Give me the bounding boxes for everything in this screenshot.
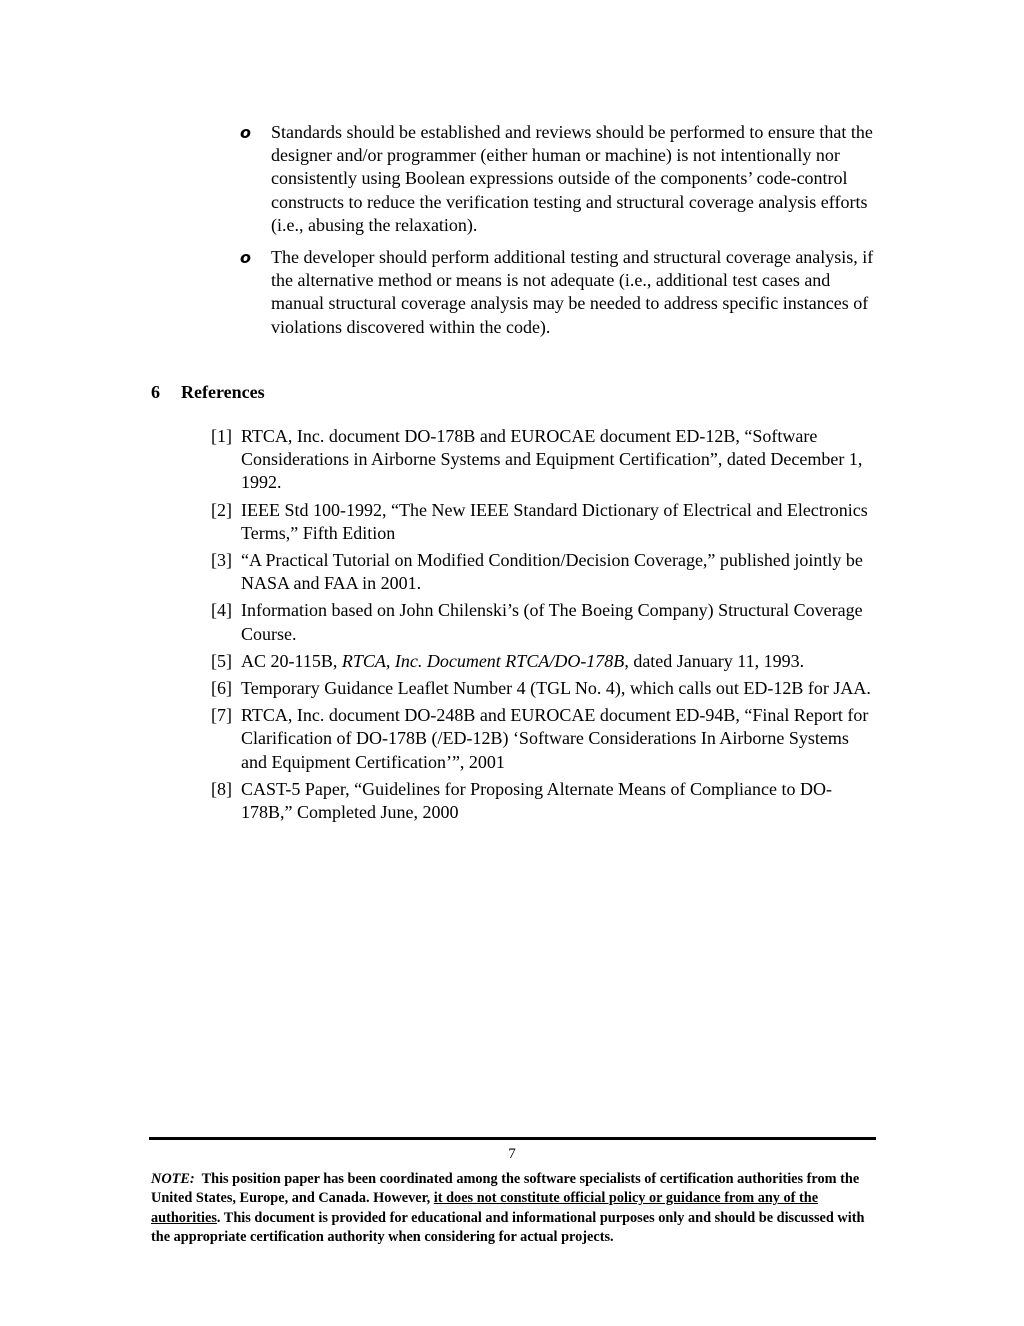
bullet-item [240, 121, 880, 237]
note-text: This position paper has been coordinated among the software specialists of certification authorities from the United States, Europe, and Canada. However, [151, 1171, 860, 1207]
page-number: 7 [508, 1146, 516, 1162]
section-heading [151, 382, 265, 403]
reference-item [211, 650, 876, 673]
reference-item [211, 425, 876, 495]
reference-text: RTCA, Inc. document DO-248B and EUROCAE document ED-94B, “Final Report for Clarification of DO-178B (/ED-12B) ‘Software Considerations In Airborne Systems and Equipment Certification’”, 2001 [241, 705, 869, 772]
note-label: NOTE: [151, 1171, 195, 1187]
reference-text: Information based on John Chilenski’s (of The Boeing Company) Structural Coverage Course. [241, 600, 863, 644]
reference-text-suffix: , dated January 11, 1993. [624, 650, 805, 671]
reference-item [211, 549, 876, 595]
bullet-item [240, 246, 880, 339]
reference-item [211, 704, 876, 774]
reference-number: [7] [211, 705, 232, 726]
reference-text: Temporary Guidance Leaflet Number 4 (TGL No. 4), which calls out ED-12B for JAA. [241, 678, 871, 699]
footer-divider [149, 1137, 876, 1140]
reference-text: “A Practical Tutorial on Modified Condition/Decision Coverage,” published jointly be NASA and FAA in 2001. [241, 550, 863, 594]
reference-text: IEEE Std 100-1992, “The New IEEE Standard Dictionary of Electrical and Electronics Terms,” Fifth Edition [241, 499, 868, 543]
bullet-marker-icon: o [240, 248, 251, 268]
bullet-text: Standards should be established and reviews should be performed to ensure that the designer and/or programmer (either human or machine) is not intentionally nor consistently using Boolean expressions outside of the components’ code-control constructs to reduce the verification testing and structural coverage analysis efforts (i.e., abusing the relaxation). [271, 122, 873, 235]
reference-item [211, 677, 876, 700]
reference-italic-title: RTCA, Inc. Document RTCA/DO-178B [341, 650, 625, 671]
reference-number: [8] [211, 778, 232, 799]
section-number: 6 [151, 382, 160, 402]
bullet-list [240, 121, 880, 348]
reference-item [211, 599, 876, 645]
reference-list [211, 425, 876, 828]
reference-number: [2] [211, 499, 232, 520]
bullet-text: The developer should perform additional testing and structural coverage analysis, if the alternative method or means is not adequate (i.e., additional test cases and manual structural coverage analysis may be needed to address specific instances of violations discovered within the code). [271, 247, 874, 337]
reference-item [211, 499, 876, 545]
section-title: References [181, 382, 265, 402]
reference-text-prefix: AC 20-115B, [241, 650, 342, 671]
note-text-continued: . This document is provided for educational and informational purposes only and should be discussed with the appropriate certification authority when considering for actual projects. [151, 1209, 865, 1245]
bullet-marker-icon: o [240, 123, 251, 142]
reference-number: [1] [211, 426, 232, 446]
reference-number: [6] [211, 678, 232, 699]
note-disclaimer: it does not constitute official policy or guidance from any of the authorities [151, 1190, 819, 1226]
reference-text: CAST-5 Paper, “Guidelines for Proposing Alternate Means of Compliance to DO-178B,” Completed June, 2000 [241, 778, 833, 823]
reference-number: [3] [211, 550, 232, 571]
reference-number: [5] [211, 650, 232, 671]
reference-number: [4] [211, 600, 232, 621]
reference-item [211, 778, 876, 824]
reference-text: RTCA, Inc. document DO-178B and EUROCAE document ED-12B, “Software Considerations in Airborne Systems and Equipment Certification”, dated December 1, 1992. [241, 426, 863, 493]
footer-note [151, 1170, 876, 1247]
